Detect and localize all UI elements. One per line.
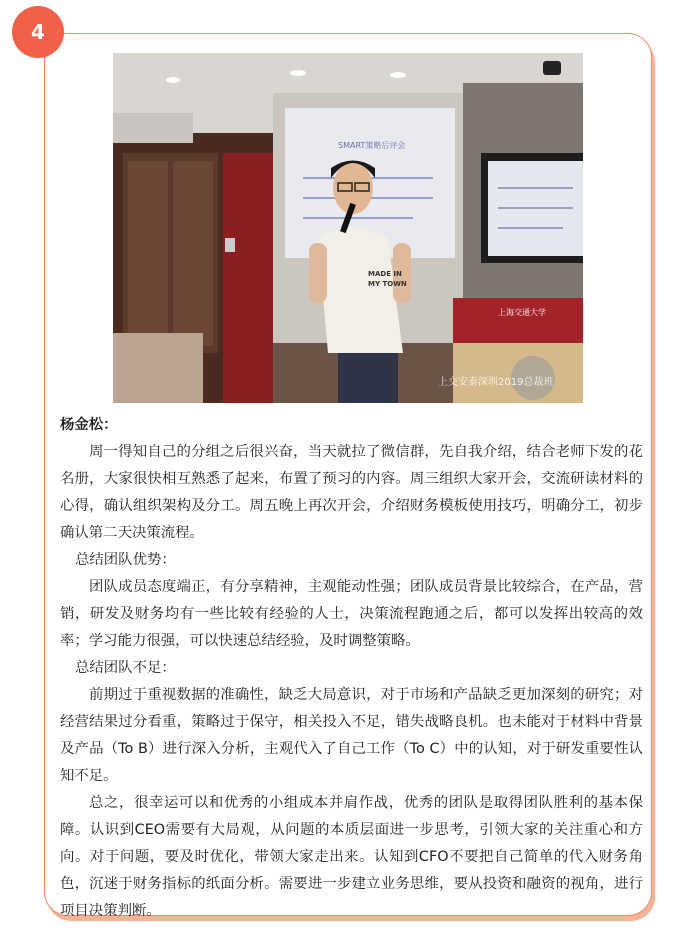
shirt-text-2: MY TOWN [368, 280, 407, 288]
speaker-photo-illustration [113, 53, 583, 403]
slide-title: SMART策略后评会 [338, 141, 406, 150]
photo-watermark: 上交安泰深圳2019总裁班 [438, 377, 554, 388]
section-number: 4 [31, 20, 45, 44]
shirt-text-1: MADE IN [368, 270, 402, 278]
paragraph-strengths: 团队成员态度端正，有分享精神，主观能动性强；团队成员背景比较综合，在产品，营销，研发及财务均有一些比较有经验的人士，决策流程跑通之后，都可以发挥出较高的效率；学习能力很强，可以快速总结经验，及时调整策略。 [60, 579, 643, 649]
paragraph-weaknesses: 前期过于重视数据的准确性，缺乏大局意识，对于市场和产品缺乏更加深刻的研究；对经营结果过分看重，策略过于保守，相关投入不足，错失战略良机。也未能对于材料中背景及产品（To B）进行深入分析，主观代入了自己工作（To C）中的认知，对于研发重要性认知不足。 [60, 687, 643, 784]
article-body [60, 412, 643, 925]
podium-logo-text: 上海交通大学 [498, 308, 546, 317]
paragraph-conclusion: 总之，很幸运可以和优秀的小组成本并肩作战，优秀的团队是取得团队胜利的基本保障。认识到CEO需要有大局观，从问题的本质层面进一步思考，引领大家的关注重心和方向。对于问题，要及时优化，带领大家走出来。认知到CFO不要把自己简单的代入财务角色，沉迷于财务指标的纸面分析。需要进一步建立业务思维，要从投资和融资的视角，进行项目决策判断。 [60, 795, 643, 919]
paragraph-preparation: 周一得知自己的分组之后很兴奋，当天就拉了微信群，先自我介绍，结合老师下发的花名册，大家很快相互熟悉了起来，布置了预习的内容。周三组织大家开会，交流研读材料的心得，确认组织架构及分工。周五晚上再次开会，介绍财务模板使用技巧，明确分工，初步确认第二天决策流程。 [60, 444, 643, 541]
speaker-name-heading: 杨金松： [60, 417, 118, 433]
weaknesses-label: 总结团队不足： [75, 660, 176, 676]
strengths-label: 总结团队优势： [75, 552, 176, 568]
speaker-photo [113, 53, 583, 403]
section-number-badge [12, 6, 64, 58]
